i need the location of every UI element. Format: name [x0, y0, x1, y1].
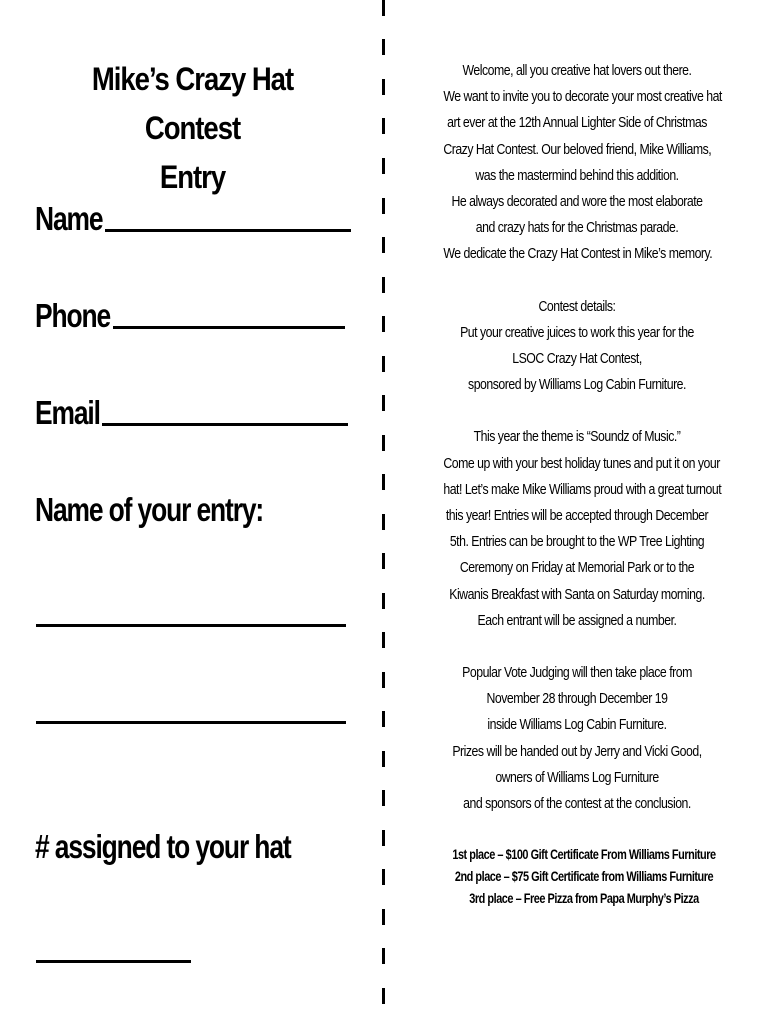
welcome-line: and crazy hats for the Christmas parade.	[475, 219, 679, 237]
entry-name-blank-line-1[interactable]	[36, 623, 346, 627]
form-title-line2: Entry	[159, 159, 226, 195]
entry-name-blank-line-2[interactable]	[36, 720, 346, 724]
theme-line: 5th. Entries can be brought to the WP Tree Lighting	[449, 533, 705, 551]
details-paragraph	[414, 294, 740, 399]
judging-line: November 28 through December 19	[486, 690, 668, 708]
details-line: Contest details:	[538, 297, 616, 315]
theme-line: Each entrant will be assigned a number.	[477, 611, 677, 629]
contest-info	[414, 58, 740, 843]
theme-paragraph	[414, 424, 740, 634]
prize-list	[414, 843, 754, 909]
prize-first: 1st place – $100 Gift Certificate From Williams Furniture	[452, 846, 716, 862]
prize-second: 2nd place – $75 Gift Certificate from Williams Furniture	[454, 868, 714, 884]
entry-form	[30, 55, 355, 202]
judging-line: Popular Vote Judging will then take place from	[462, 664, 692, 682]
prize-third: 3rd place – Free Pizza from Papa Murphy’s Pizza	[469, 890, 699, 906]
phone-blank-line[interactable]	[113, 325, 345, 329]
judging-line: owners of Williams Log Furniture	[495, 768, 659, 786]
hat-number-field	[35, 828, 354, 866]
form-title	[53, 55, 333, 202]
hat-number-blank-line[interactable]	[36, 959, 191, 963]
theme-line: Ceremony on Friday at Memorial Park or to the	[459, 559, 695, 577]
entry-name-label: Name of your entry:	[35, 491, 264, 528]
welcome-line: We want to invite you to decorate your most creative hat	[443, 88, 722, 106]
judging-line: and sponsors of the contest at the conclusion.	[463, 795, 691, 813]
judging-paragraph	[414, 660, 740, 817]
form-title-line1: Mike’s Crazy Hat Contest	[91, 61, 294, 146]
phone-label: Phone	[35, 297, 111, 334]
judging-line: inside Williams Log Cabin Furniture.	[487, 716, 667, 734]
name-label: Name	[35, 200, 103, 237]
details-line: LSOC Crazy Hat Contest,	[512, 350, 642, 368]
email-label: Email	[35, 394, 100, 431]
theme-line: Come up with your best holiday tunes and put it on your	[443, 454, 720, 472]
dashed-cut-line	[382, 0, 390, 1024]
details-line: sponsored by Williams Log Cabin Furniture.	[468, 376, 686, 394]
welcome-line: He always decorated and wore the most elaborate	[451, 193, 703, 211]
details-line: Put your creative juices to work this year for the	[460, 323, 694, 341]
entry-name-field	[35, 491, 320, 529]
theme-line: hat! Let’s make Mike Williams proud with a great turnout	[443, 480, 722, 498]
judging-line: Prizes will be handed out by Jerry and Vicki Good,	[452, 742, 702, 760]
theme-line: Kiwanis Breakfast with Santa on Saturday morning.	[449, 585, 705, 603]
theme-line: This year the theme is “Soundz of Music.”	[473, 428, 681, 446]
welcome-line: was the mastermind behind this addition.	[475, 166, 679, 184]
theme-line: this year! Entries will be accepted through December	[445, 507, 709, 525]
phone-field[interactable]	[35, 297, 345, 335]
email-field[interactable]	[35, 394, 348, 432]
name-field[interactable]	[35, 200, 351, 238]
welcome-line: art ever at the 12th Annual Lighter Side of Christmas	[447, 114, 707, 132]
welcome-paragraph	[414, 58, 740, 268]
hat-number-label: # assigned to your hat	[35, 828, 291, 865]
welcome-line: Crazy Hat Contest. Our beloved friend, Mike Williams,	[443, 140, 712, 158]
welcome-line: Welcome, all you creative hat lovers out there.	[462, 62, 692, 79]
name-blank-line[interactable]	[105, 228, 351, 232]
email-blank-line[interactable]	[102, 422, 348, 426]
welcome-line: We dedicate the Crazy Hat Contest in Mike’s memory.	[443, 245, 713, 263]
